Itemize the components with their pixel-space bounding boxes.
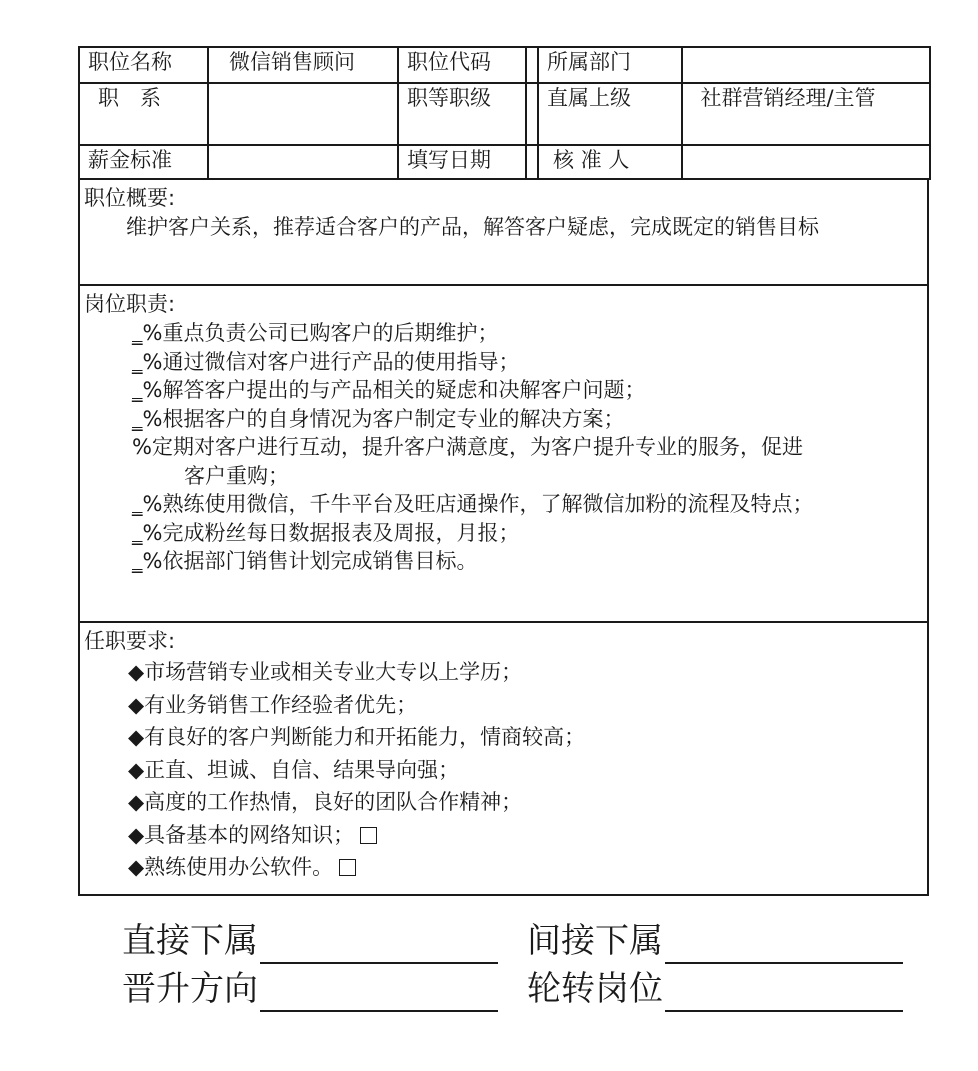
footer-row-1: [122, 916, 932, 964]
duty-item: _%熟练使用微信，千牛平台及旺店通操作，了解微信加粉的流程及特点；: [132, 492, 814, 516]
value-position-name: 微信销售顾问: [208, 47, 398, 83]
duty-item: %定期对客户进行互动，提升客户满意度，为客户提升专业的服务，促进: [132, 435, 803, 459]
direct-subordinate-blank[interactable]: [260, 924, 498, 964]
header-row-2: [79, 83, 930, 145]
promotion-blank[interactable]: [260, 972, 498, 1012]
value-department: [682, 47, 930, 83]
direct-subordinate-label: 直接下属: [122, 921, 258, 961]
requirement-item: ◆正直、坦诚、自信、结果导向强；: [128, 757, 460, 782]
duties-section: [78, 286, 929, 623]
requirement-item: ◆熟练使用办公软件。: [84, 851, 923, 884]
label-approver: 核 准 人: [538, 145, 682, 179]
requirements-title: 任职要求:: [84, 629, 176, 653]
checkbox-icon[interactable]: [339, 859, 356, 876]
rotation-blank[interactable]: [665, 972, 903, 1012]
label-position-code: 职位代码: [398, 47, 526, 83]
duty-item: _%解答客户提出的与产品相关的疑虑和决解客户问题；: [132, 378, 646, 402]
requirement-item: ◆有业务销售工作经验者优先；: [128, 692, 418, 717]
summary-section: [78, 180, 929, 286]
label-department: 所属部门: [538, 47, 682, 83]
footer-row-2: [122, 964, 932, 1012]
value-salary: [208, 145, 398, 179]
duty-item: _%依据部门销售计划完成销售目标。: [132, 549, 478, 573]
requirement-item: ◆市场营销专业或相关专业大专以上学历；: [128, 660, 523, 684]
value-position-code: [526, 47, 538, 83]
value-grade: [526, 83, 538, 145]
label-supervisor: 直属上级: [538, 83, 682, 145]
requirements-section: [78, 623, 929, 896]
duties-title: 岗位职责:: [84, 292, 176, 316]
value-job-family: [208, 83, 398, 145]
label-fill-date: 填写日期: [398, 145, 526, 179]
header-table: [78, 46, 931, 180]
promotion-label: 晋升方向: [122, 969, 258, 1009]
footer: [122, 916, 932, 1012]
rotation-label: 轮转岗位: [527, 969, 663, 1009]
label-salary: 薪金标准: [79, 145, 208, 179]
requirement-item: ◆具备基本的网络知识；: [84, 819, 923, 852]
duty-item: _%根据客户的自身情况为客户制定专业的解决方案；: [132, 406, 625, 431]
label-job-family: 职 系: [79, 83, 208, 145]
requirement-item: ◆高度的工作热情，良好的团队合作精神；: [128, 790, 523, 814]
indirect-subordinate-field: [527, 916, 932, 964]
indirect-subordinate-label: 间接下属: [527, 921, 663, 961]
duty-item-continued: 客户重购；: [184, 463, 289, 488]
requirement-item: ◆有良好的客户判断能力和开拓能力，情商较高；: [128, 725, 586, 749]
value-supervisor: 社群营销经理/主管: [682, 83, 930, 145]
rotation-field: [527, 964, 932, 1012]
value-fill-date: [526, 145, 538, 179]
checkbox-icon[interactable]: [360, 827, 377, 844]
duty-item: _%重点负责公司已购客户的后期维护；: [132, 321, 499, 345]
summary-title: 职位概要:: [84, 186, 176, 210]
job-description-form: [78, 46, 929, 896]
direct-subordinate-field: [122, 916, 527, 964]
header-row-3: [79, 145, 930, 179]
summary-text: 维护客户关系，推荐适合客户的产品，解答客户疑虑，完成既定的销售目标: [126, 215, 819, 239]
value-approver: [682, 145, 930, 179]
label-position-name: 职位名称: [79, 47, 208, 83]
duty-item: _%通过微信对客户进行产品的使用指导；: [132, 349, 520, 374]
promotion-field: [122, 964, 527, 1012]
header-row-1: [79, 47, 930, 83]
indirect-subordinate-blank[interactable]: [665, 924, 903, 964]
label-grade: 职等职级: [398, 83, 526, 145]
duty-item: _%完成粉丝每日数据报表及周报，月报；: [132, 520, 520, 545]
